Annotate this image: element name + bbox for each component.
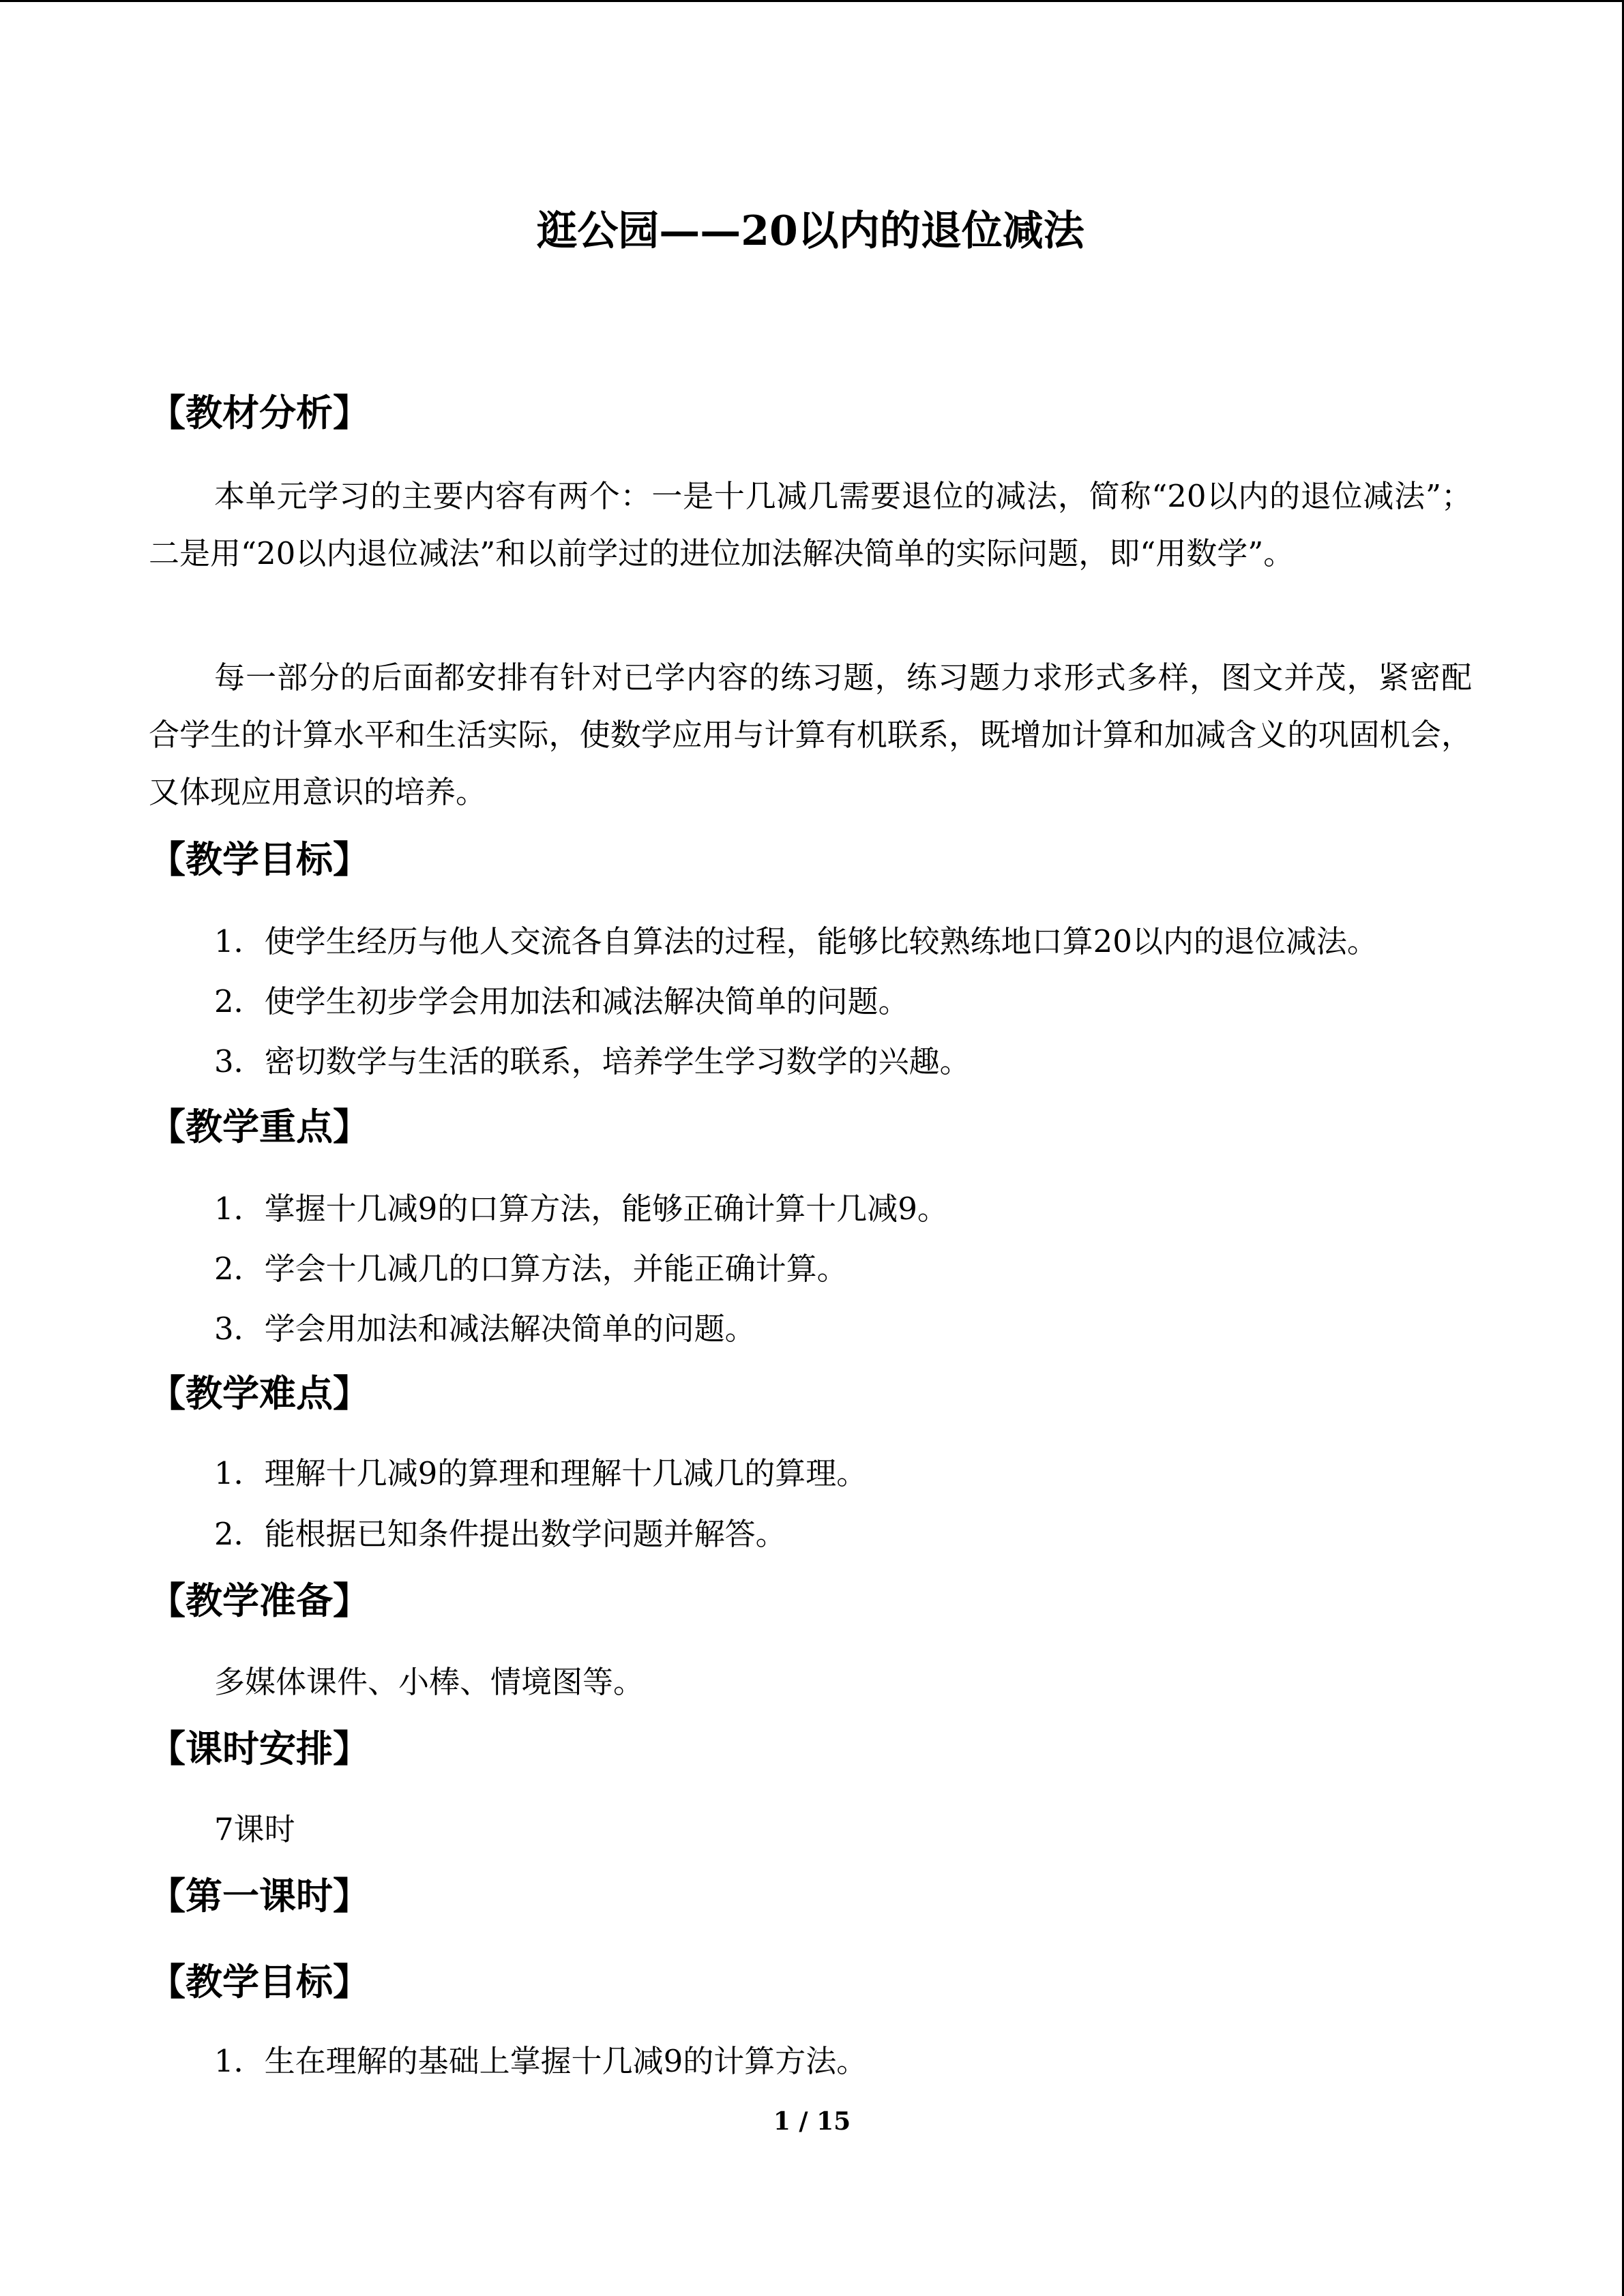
key-points-item: 3．学会用加法和减法解决简单的问题。: [214, 1311, 756, 1347]
difficulties-item: 1．理解十几减9的算理和理解十几减几的算理。: [214, 1455, 868, 1491]
goals-item: 3．密切数学与生活的联系，培养学生学习数学的兴趣。: [214, 1043, 971, 1079]
document-title: 逛公园——20以内的退位减法: [536, 207, 1084, 255]
section-heading-difficulties: 【教学难点】: [149, 1371, 370, 1415]
section-heading-lesson1: 【第一课时】: [149, 1874, 370, 1918]
analysis-paragraph: 本单元学习的主要内容有两个：一是十几减几需要退位的减法，简称“20以内的退位减法”；二是用“20以内退位减法”和以前学过的进位加法解决简单的实际问题，即“用数学”。: [149, 478, 1472, 571]
goals-item: 1．使学生经历与他人交流各自算法的过程，能够比较熟练地口算20以内的退位减法。: [214, 923, 1378, 959]
lesson1-goals-item: 1．生在理解的基础上掌握十几减9的计算方法。: [214, 2043, 868, 2079]
section-heading-schedule: 【课时安排】: [149, 1727, 370, 1770]
preparation-text: 多媒体课件、小棒、情境图等。: [214, 1664, 645, 1700]
key-points-item: 1．掌握十几减9的口算方法，能够正确计算十几减9。: [214, 1191, 948, 1227]
key-points-item: 2．学会十几减几的口算方法，并能正确计算。: [214, 1251, 848, 1287]
difficulties-item: 2．能根据已知条件提出数学问题并解答。: [214, 1516, 786, 1552]
section-heading-analysis: 【教材分析】: [149, 391, 370, 434]
section-heading-goals: 【教学目标】: [149, 837, 370, 881]
schedule-text: 7课时: [214, 1811, 295, 1847]
section-heading-preparation: 【教学准备】: [149, 1579, 370, 1622]
goals-item: 2．使学生初步学会用加法和减法解决简单的问题。: [214, 983, 909, 1019]
section-heading-lesson1-goals: 【教学目标】: [149, 1960, 370, 2003]
section-heading-key-points: 【教学重点】: [149, 1105, 370, 1148]
page-indicator: 1 / 15: [773, 2107, 851, 2136]
analysis-paragraph: 每一部分的后面都安排有针对已学内容的练习题，练习题力求形式多样，图文并茂，紧密配合学生的计算水平和生活实际，使数学应用与计算有机联系，既增加计算和加减含义的巩固机会，又体现应用意识的培养。: [149, 659, 1472, 810]
